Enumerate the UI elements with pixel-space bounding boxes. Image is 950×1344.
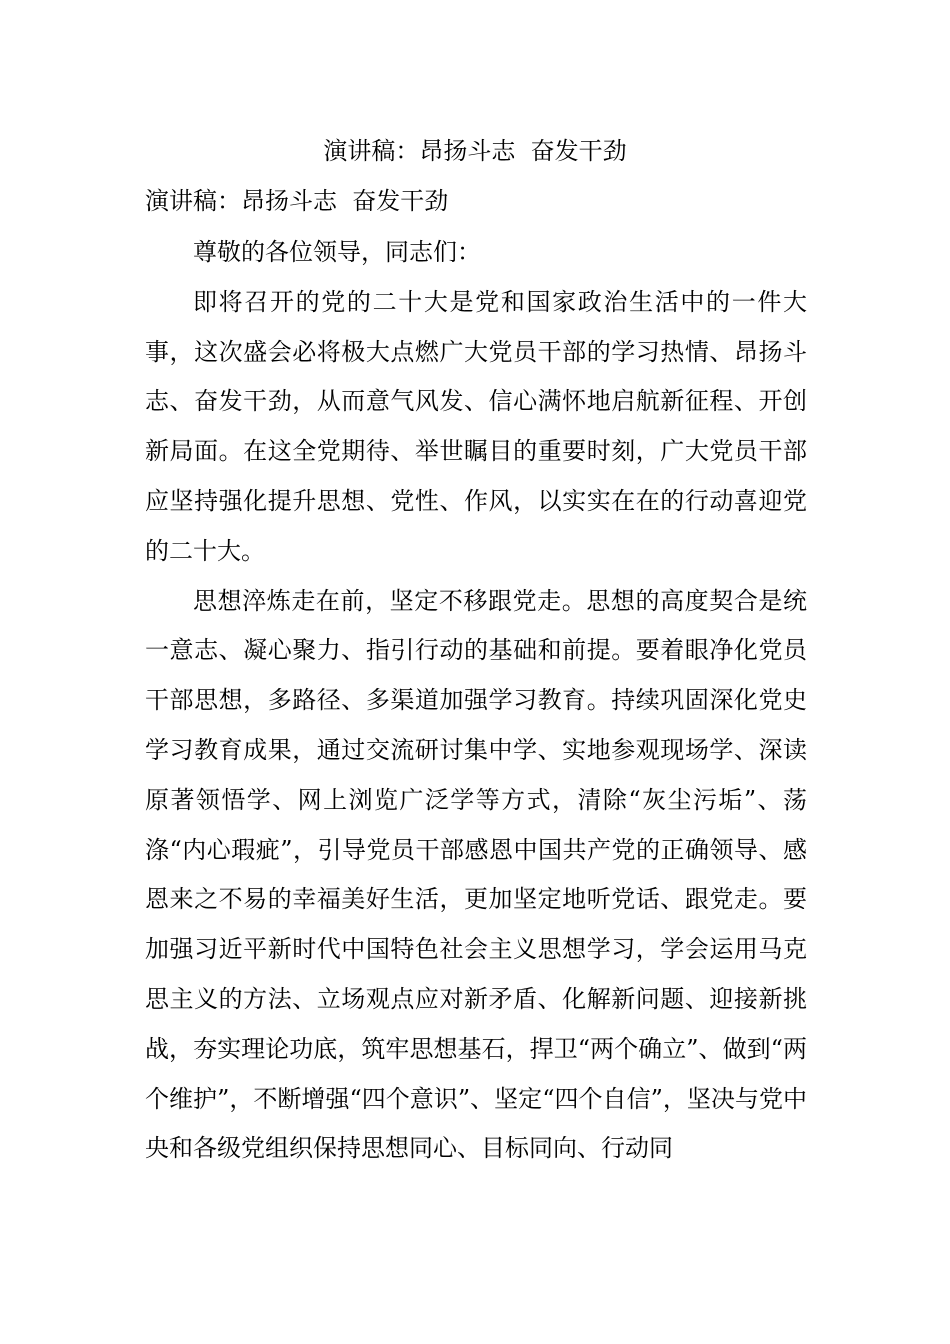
salutation: 尊敬的各位领导，同志们： bbox=[193, 238, 481, 266]
document-subtitle: 演讲稿：昂扬斗志 奋发干劲 bbox=[145, 187, 449, 215]
paragraph-intro: 即将召开的党的二十大是党和国家政治生活中的一件大事，这次盛会必将极大点燃广大党员干部的学习热情、昂扬斗志、奋发干劲，从而意气风发、信心满怀地启航新征程、开创新局面。在这全党期待、举世瞩目的重要时刻，广大党员干部应坚持强化提升思想、党性、作风，以实实在在的行动喜迎党的二十大。 bbox=[145, 287, 807, 565]
paragraph-thought: 思想淬炼走在前，坚定不移跟党走。思想的高度契合是统一意志、凝心聚力、指引行动的基础和前提。要着眼净化党员干部思想，多路径、多渠道加强学习教育。持续巩固深化党史学习教育成果，通过交流研讨集中学、实地参观现场学、深读原著领悟学、网上浏览广泛学等方式，清除“灰尘污垢”、荡涤“内心瑕疵”，引导党员干部感恩中国共产党的正确领导、感恩来之不易的幸福美好生活，更加坚定地听党话、跟党走。要加强习近平新时代中国特色社会主义思想学习，学会运用马克思主义的方法、立场观点应对新矛盾、化解新问题、迎接新挑战，夯实理论功底，筑牢思想基石，捍卫“两个确立”、做到“两个维护”，不断增强“四个意识”、坚定“四个自信”，坚决与党中央和各级党组织保持思想同心、目标同向、行动同 bbox=[145, 586, 807, 1163]
document-title: 演讲稿：昂扬斗志 奋发干劲 bbox=[323, 137, 627, 165]
document-body bbox=[145, 228, 807, 1174]
